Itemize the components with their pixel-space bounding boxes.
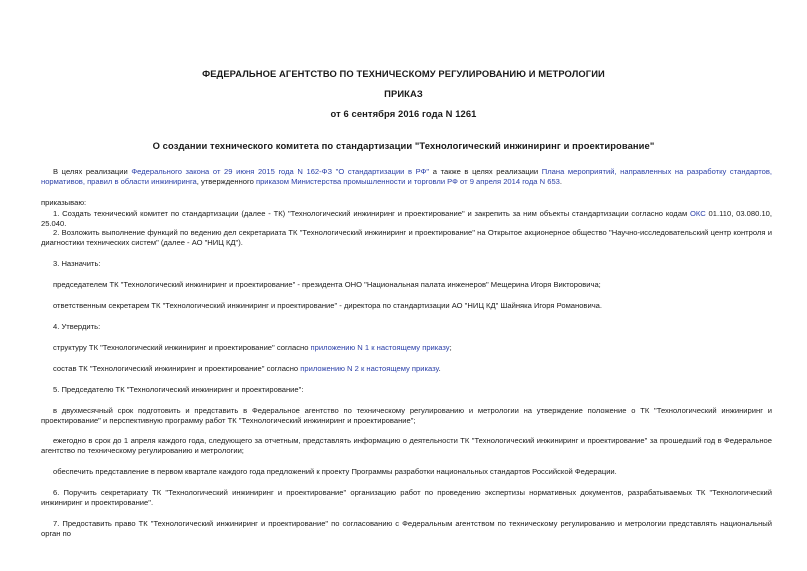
appendix-1-link[interactable]: приложению N 1 к настоящему приказу [310,343,450,352]
item-text: ; [449,343,452,352]
item-6: 6. Поручить секретариату ТК "Технологический инжиниринг и проектирование" организацию работ по проведению экспертизы нормативных документов, разрабатываемых ТК "Технологический инжиниринг и проектирование". [41,488,772,507]
item-4a [41,343,772,353]
item-5: 5. Председателю ТК "Технологический инжиниринг и проектирование": [53,385,304,394]
oks-link[interactable]: ОКС [689,209,706,218]
item-text: состав ТК "Технологический инжиниринг и проектирование" согласно [53,364,301,373]
preamble-text: . [559,177,563,186]
preamble-paragraph [41,167,772,187]
item-4b [41,364,772,374]
item-text: 1. Создать технический комитет по стандартизации (далее - ТК) "Технологический инжиниринг и проектирование" и закрепить за ним объекты стандартизации согласно кодам [53,209,690,218]
item-5a: в двухмесячный срок подготовить и представить в Федеральное агентство по техническому регулированию и метрологии на утверждение положение о ТК "Технологический инжиниринг и проектирование" и перспективную программу работ ТК "Технологический инжиниринг и проектирование"; [41,406,772,425]
item-text: структуру ТК "Технологический инжиниринг и проектирование" согласно [53,343,311,352]
item-text: 01.110, 03.080.10, 25.040. [41,209,773,228]
item-5c: обеспечить представление в первом квартале каждого года предложений к проекту Программы разработки национальных стандартов Российской Федерации. [53,467,617,476]
item-7: 7. Предоставить право ТК "Технологический инжиниринг и проектирование" по согласованию с Федеральным агентством по техническому регулированию и метрологии представлять национальный орган по [41,519,772,538]
order-word: приказываю: [41,198,87,207]
item-5b: ежегодно в срок до 1 апреля каждого года, следующего за отчетным, представлять информацию о деятельности ТК "Технологический инжиниринг и проектирование" за прошедший год в Федеральное агентство по техническому регулированию и метрологии; [41,436,772,455]
ministry-order-link[interactable]: приказом Министерства промышленности и торговли РФ от 9 апреля 2014 года N 653 [255,177,560,186]
document-title: О создании технического комитета по стандартизации "Технологический инжиниринг и проектирование" [152,140,655,151]
appendix-2-link[interactable]: приложению N 2 к настоящему приказу [300,364,439,373]
agency-heading: ФЕДЕРАЛЬНОЕ АГЕНТСТВО ПО ТЕХНИЧЕСКОМУ РЕГУЛИРОВАНИЮ И МЕТРОЛОГИИ [202,68,605,79]
law-link[interactable]: Федерального закона от 29 июня 2015 года N 162-ФЗ "О стандартизации в РФ" [131,167,430,176]
item-3a: председателем ТК "Технологический инжиниринг и проектирование" - президента ОНО "Национальная палата инженеров" Мещерина Игоря Викторовича; [53,280,601,289]
document-type: ПРИКАЗ [384,88,423,99]
date-number: от 6 сентября 2016 года N 1261 [330,108,477,119]
item-3b: ответственным секретарем ТК "Технологический инжиниринг и проектирование" - директора по стандартизации АО "НИЦ КД" Шайняка Игоря Романовича. [53,301,602,310]
item-4: 4. Утвердить: [53,322,101,331]
item-3: 3. Назначить: [53,259,101,268]
plan-link[interactable]: Плана мероприятий, направленных на разработку стандартов, нормативов, правил в области инжиниринга [41,167,773,186]
item-text: . [438,364,441,373]
preamble-text: В целях реализации [53,167,132,176]
preamble-text: а также в целях реализации [429,167,542,176]
item-1 [41,209,772,229]
item-2: 2. Возложить выполнение функций по ведению дел секретариата ТК "Технологический инжиниринг и проектирование" на Открытое акционерное общество "Научно-исследовательский центр контроля и диагностики технических систем" (далее - АО "НИЦ КД"). [41,228,772,247]
preamble-text: , утвержденного [196,177,256,186]
